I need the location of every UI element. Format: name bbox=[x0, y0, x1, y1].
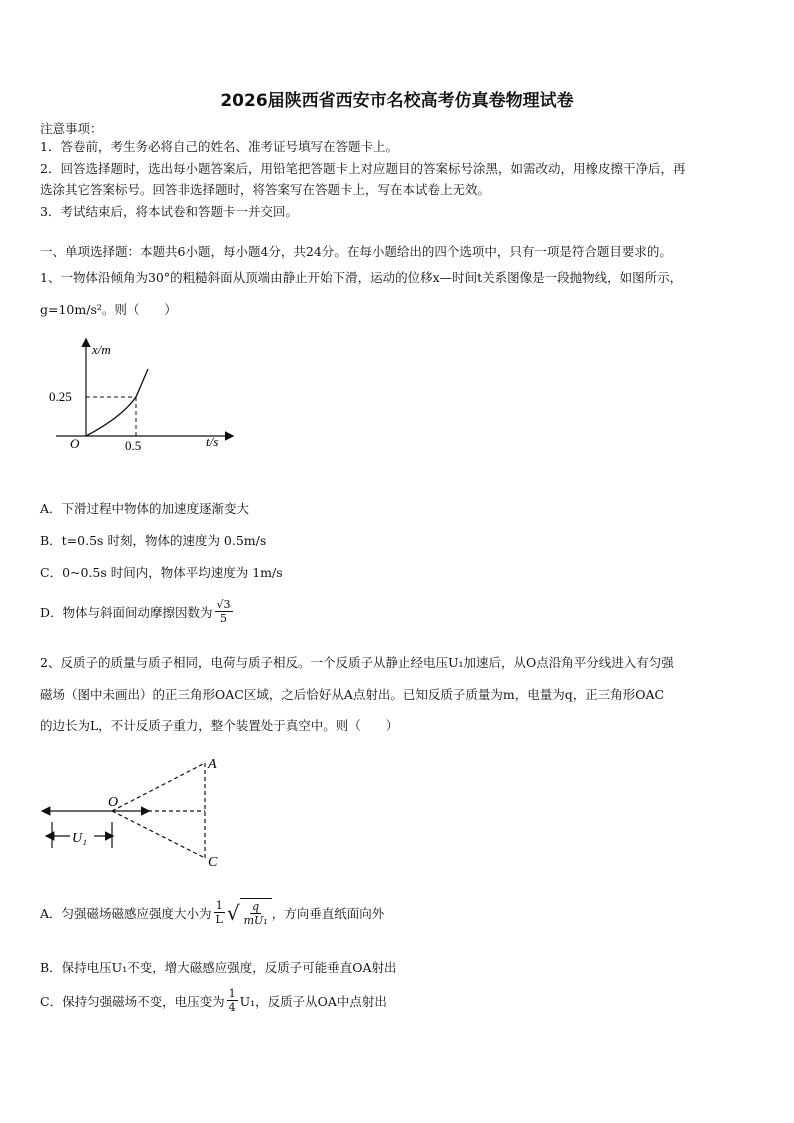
triangle-side-oc bbox=[112, 811, 205, 858]
fraction-denominator: 5 bbox=[220, 612, 228, 625]
fraction-denominator: 4 bbox=[228, 1001, 236, 1014]
q1-option-b: B．t=0.5s 时刻，物体的速度为 0.5m/s bbox=[40, 533, 267, 548]
voltage-label: U₁ bbox=[72, 831, 87, 846]
q2-option-a-fraction bbox=[214, 899, 225, 926]
fraction-numerator: q bbox=[252, 900, 260, 913]
parabola-curve bbox=[86, 369, 148, 436]
q1-option-a: A．下滑过程中物体的加速度逐渐变大 bbox=[40, 501, 250, 516]
x-t-graph bbox=[40, 334, 240, 450]
fraction-numerator: 1 bbox=[215, 899, 223, 912]
notice-heading: 注意事项： bbox=[40, 121, 103, 136]
q1-option-c: C．0~0.5s 时间内，物体平均速度为 1m/s bbox=[40, 565, 283, 580]
q2-option-a-suffix: ，方向垂直纸面向外 bbox=[271, 905, 385, 921]
notice-item-3: 3．考试结束后，将本试卷和答题卡一并交回。 bbox=[40, 204, 298, 219]
point-o-label: O bbox=[108, 795, 119, 810]
radical-body bbox=[240, 898, 272, 927]
q2-option-b: B．保持电压U₁不变，增大磁感应强度，反质子可能垂直OA射出 bbox=[40, 960, 397, 975]
q2-option-a-sqrt bbox=[227, 898, 272, 927]
x-tick-label: 0.5 bbox=[125, 438, 142, 450]
triangle-figure bbox=[40, 752, 240, 872]
triangle-side-oa bbox=[112, 763, 205, 811]
section-heading: 一、单项选择题：本题共6小题，每小题4分，共24分。在每小题给出的四个选项中，只有一项是符合题目要求的。 bbox=[40, 244, 672, 259]
page-title: 2026届陕西省西安市名校高考仿真卷物理试卷 bbox=[220, 91, 574, 111]
x-axis-label: t/s bbox=[206, 434, 219, 449]
q2-option-c-text: C．保持匀强磁场不变，电压变为 bbox=[40, 993, 225, 1009]
q2-option-c-suffix: U₁，反质子从OA中点射出 bbox=[239, 993, 387, 1009]
question-1-stem-cont: g=10m/s²。则（ ） bbox=[40, 302, 177, 317]
q1-option-d bbox=[40, 598, 235, 625]
question-2-stem: 2、反质子的质量与质子相同，电荷与质子相反。一个反质子从静止经电压U₁加速后，从O点沿角平分线进入有匀强 bbox=[40, 655, 674, 670]
radical-sign: √ bbox=[226, 900, 240, 925]
question-1-stem: 1、一物体沿倾角为30°的粗糙斜面从顶端由静止开始下滑，运动的位移x—时间t关系图像是一段抛物线，如图所示， bbox=[40, 270, 683, 285]
q1-option-d-fraction bbox=[215, 598, 233, 625]
question-2-stem-cont-2: 的边长为L，不计反质子重力，整个装置处于真空中。则（ ） bbox=[40, 718, 399, 733]
q1-option-d-text: D．物体与斜面间动摩擦因数为 bbox=[40, 604, 213, 620]
y-tick-label: 0.25 bbox=[49, 389, 72, 404]
origin-label: O bbox=[70, 436, 80, 450]
point-a-label: A bbox=[208, 757, 217, 772]
q2-option-c-fraction bbox=[227, 987, 238, 1014]
fraction-numerator: √3 bbox=[216, 598, 231, 611]
notice-item-2: 2．回答选择题时，选出每小题答案后，用铅笔把答题卡上对应题目的答案标号涂黑，如需改动，用橡皮擦干净后，再 bbox=[40, 161, 686, 176]
question-2-stem-cont-1: 磁场（图中未画出）的正三角形OAC区域，之后恰好从A点射出。已知反质子质量为m，电量为q，正三角形OAC bbox=[40, 687, 665, 702]
q2-option-c bbox=[40, 987, 387, 1014]
y-axis-label: x/m bbox=[92, 342, 111, 357]
notice-item-1: 1．答卷前，考生务必将自己的姓名、准考证号填写在答题卡上。 bbox=[40, 139, 398, 154]
notice-item-2-cont: 选涂其它答案标号。回答非选择题时，将答案写在答题卡上，写在本试卷上无效。 bbox=[40, 182, 491, 197]
q2-option-a bbox=[40, 898, 384, 927]
fraction-denominator: mU₁ bbox=[243, 914, 268, 927]
q2-option-a-text: A．匀强磁场磁感应强度大小为 bbox=[40, 905, 212, 921]
point-c-label: C bbox=[208, 855, 218, 870]
sqrt-fraction bbox=[242, 900, 270, 927]
fraction-numerator: 1 bbox=[228, 987, 236, 1000]
fraction-denominator: L bbox=[215, 913, 223, 926]
